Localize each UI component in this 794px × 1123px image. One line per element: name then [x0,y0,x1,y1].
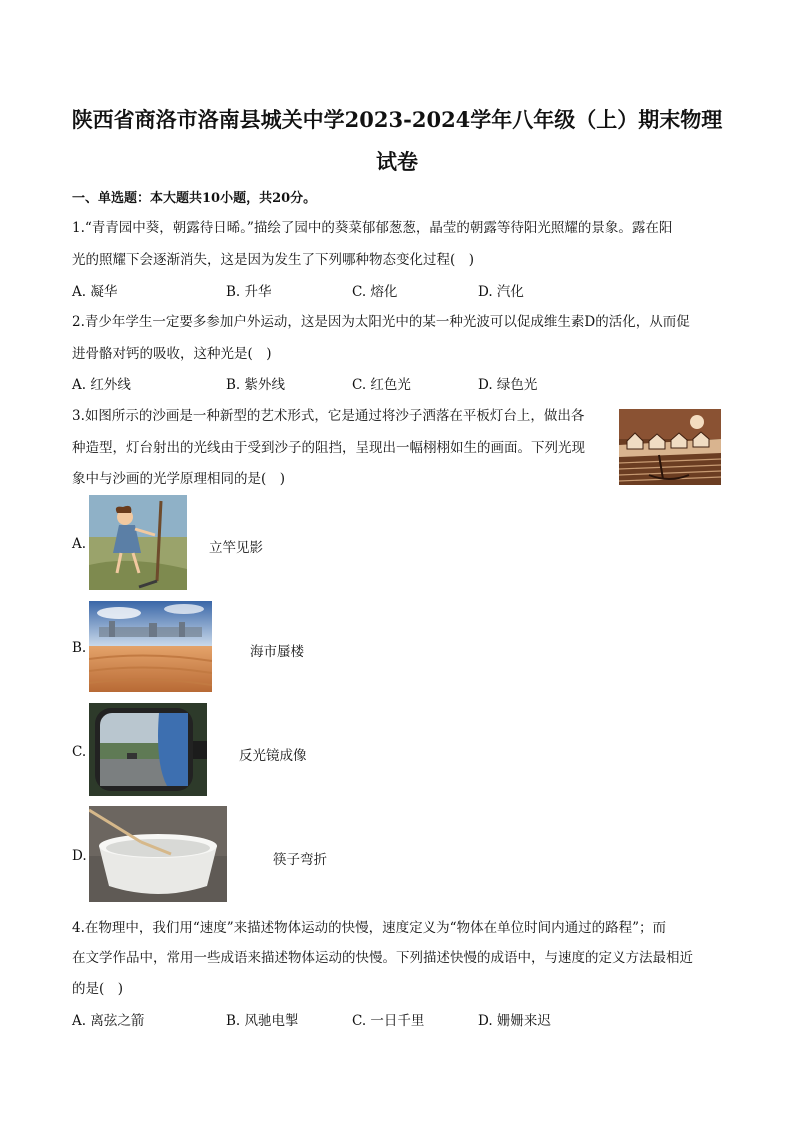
q3-option-c-letter: C. [72,744,87,760]
q2-option-d: D. 绿色光 [478,377,538,393]
q4-line2: 在文学作品中，常用一些成语来描述物体运动的快慢。下列描述快慢的成语中，与速度的定义方法最相近 [72,950,693,966]
q4-line1: 4.在物理中，我们用“速度”来描述物体运动的快慢，速度定义为“物体在单位时间内通过的路程”；而 [72,920,666,936]
q3-line3: 象中与沙画的光学原理相同的是( ) [72,471,286,487]
q1-line2: 光的照耀下会逐渐消失，这是因为发生了下列哪种物态变化过程( ) [72,252,475,268]
q4-option-b: B. 风驰电掣 [226,1013,299,1029]
section-heading: 一、单选题：本大题共10小题，共20分。 [72,191,317,206]
q3-option-d-caption: 筷子弯折 [273,852,327,868]
rearview-mirror-image [89,703,207,796]
exam-title-line1: 陕西省商洛市洛南县城关中学2023-2024学年八年级（上）期末物理 [71,107,723,132]
mirage-image [89,601,212,692]
shadow-pole-image [89,495,187,590]
bent-chopstick-image [89,806,227,902]
q3-line1: 3.如图所示的沙画是一种新型的艺术形式，它是通过将沙子洒落在平板灯台上，做出各 [72,408,585,424]
q3-option-c-caption: 反光镜成像 [239,748,307,764]
q4-option-d: D. 姗姗来迟 [478,1013,551,1029]
q3-option-b-caption: 海市蜃楼 [250,644,304,660]
q3-option-a-caption: 立竿见影 [209,540,263,556]
q3-option-b-letter: B. [72,640,87,656]
q2-line2: 进骨骼对钙的吸收，这种光是( ) [72,346,272,362]
exam-title-line2: 试卷 [376,149,418,174]
q1-option-d: D. 汽化 [478,284,524,300]
q3-line2: 种造型，灯台射出的光线由于受到沙子的阻挡，呈现出一幅栩栩如生的画面。下列光现 [72,440,585,456]
q1-option-c: C. 熔化 [352,284,398,300]
q2-option-a: A. 红外线 [72,377,131,393]
q4-option-a: A. 离弦之箭 [72,1013,145,1029]
q1-line1: 1.“青青园中葵，朝露待日晞。”描绘了园中的葵菜郁郁葱葱，晶莹的朝露等待阳光照耀的景象。露在阳 [72,220,673,236]
sand-painting-image [619,409,721,485]
q2-line1: 2.青少年学生一定要多参加户外运动，这是因为太阳光中的某一种光波可以促成维生素D的活化，从而促 [72,314,690,330]
q2-option-c: C. 红色光 [352,377,411,393]
q4-line3: 的是( ) [72,981,124,997]
q3-option-d-letter: D. [72,848,87,864]
q2-option-b: B. 紫外线 [226,377,286,393]
q1-option-b: B. 升华 [226,284,272,300]
q4-option-c: C. 一日千里 [352,1013,425,1029]
q3-option-a-letter: A. [72,536,87,552]
q1-option-a: A. 凝华 [72,284,118,300]
